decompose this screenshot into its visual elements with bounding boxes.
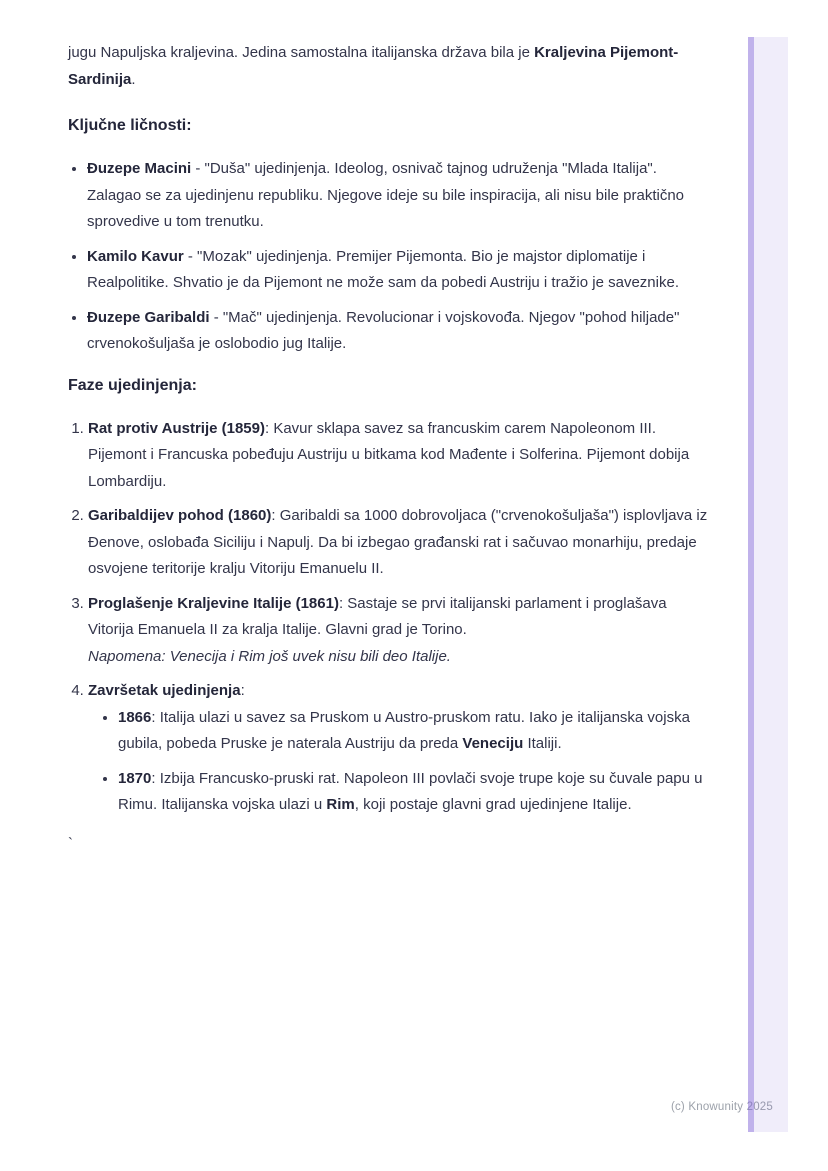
footer-credit: (c) Knowunity 2025 [670,1101,773,1113]
key-figures-list [68,156,708,358]
intro-paragraph: jugu Napuljska kraljevina. Jedina samostalna italijanska država bila je Kraljevina Pijemont-Sardinija. [68,44,679,88]
heading-key-figures: Ključne ličnosti: [68,117,192,134]
phase-item-completion [88,678,708,819]
phases-list [68,416,708,819]
heading-unification-phases: Faze ujedinjenja: [68,376,197,394]
document-content [68,40,708,857]
completion-sublist [99,705,708,819]
completion-item-1870: • 1870: Izbija Francusko-pruski rat. Napoleon III povlači svoje trupe koje su čuvale papu u Rimu. Italijanska vojska ulazi u Rim, koji postaje glavni grad ujedinjene Italije. [118,766,708,819]
figure-item-macini: • Đuzepe Macini - "Duša" ujedinjenja. Ideolog, osnivač tajnog udruženja "Mlada Italija". Zalagao se za ujedinjenu republiku. Njegove ideje su bile inspiracija, ali nisu bile praktično sprovedive u tom trenutku. [87,156,708,236]
phase-completion-label: Završetak ujedinjenja: [88,682,245,699]
figure-item-kavur: • Kamilo Kavur - "Mozak" ujedinjenja. Premijer Pijemonta. Bio je majstor diplomatije i Realpolitike. Shvatio je da Pijemont ne može sam da pobedi Austriju i tražio je saveznike. [87,244,708,297]
page-edge-strip [748,37,788,1132]
stray-backtick-mark: ` [68,834,73,852]
phase-item-1860: 2. Garibaldijev pohod (1860): Garibaldi sa 1000 dobrovoljaca ("crvenokošuljaša") isplovljava iz Đenove, oslobađa Siciliju i Napulj. Da bi izbegao građanski rat i sačuvao monarhiju, predaje osvojene teritorije kralju Vitoriju Emanuelu II. [88,503,708,583]
phase-item-1859: 1. Rat protiv Austrije (1859): Kavur sklapa savez sa francuskim carem Napoleonom III. Pijemont i Francuska pobeđuju Austriju u bitkama kod Mađente i Solferina. Pijemont dobija Lombardiju. [88,416,708,496]
figure-item-garibaldi: • Đuzepe Garibaldi - "Mač" ujedinjenja. Revolucionar i vojskovođa. Njegov "pohod hiljade" crvenokošuljaša je oslobodio jug Italije. [87,305,708,358]
phase-item-1861: 3. Proglašenje Kraljevine Italije (1861): Sastaje se prvi italijanski parlament i proglašava Vitorija Emanuela II za kralja Italije. Glavni grad je Torino. Napomena: Venecija i Rim još uvek nisu bili deo Italije. [88,591,708,671]
completion-item-1866: • 1866: Italija ulazi u savez sa Pruskom u Austro-pruskom ratu. Iako je italijanska vojska gubila, pobeda Pruske je naterala Austriju da preda Veneciju Italiji. [118,705,708,758]
